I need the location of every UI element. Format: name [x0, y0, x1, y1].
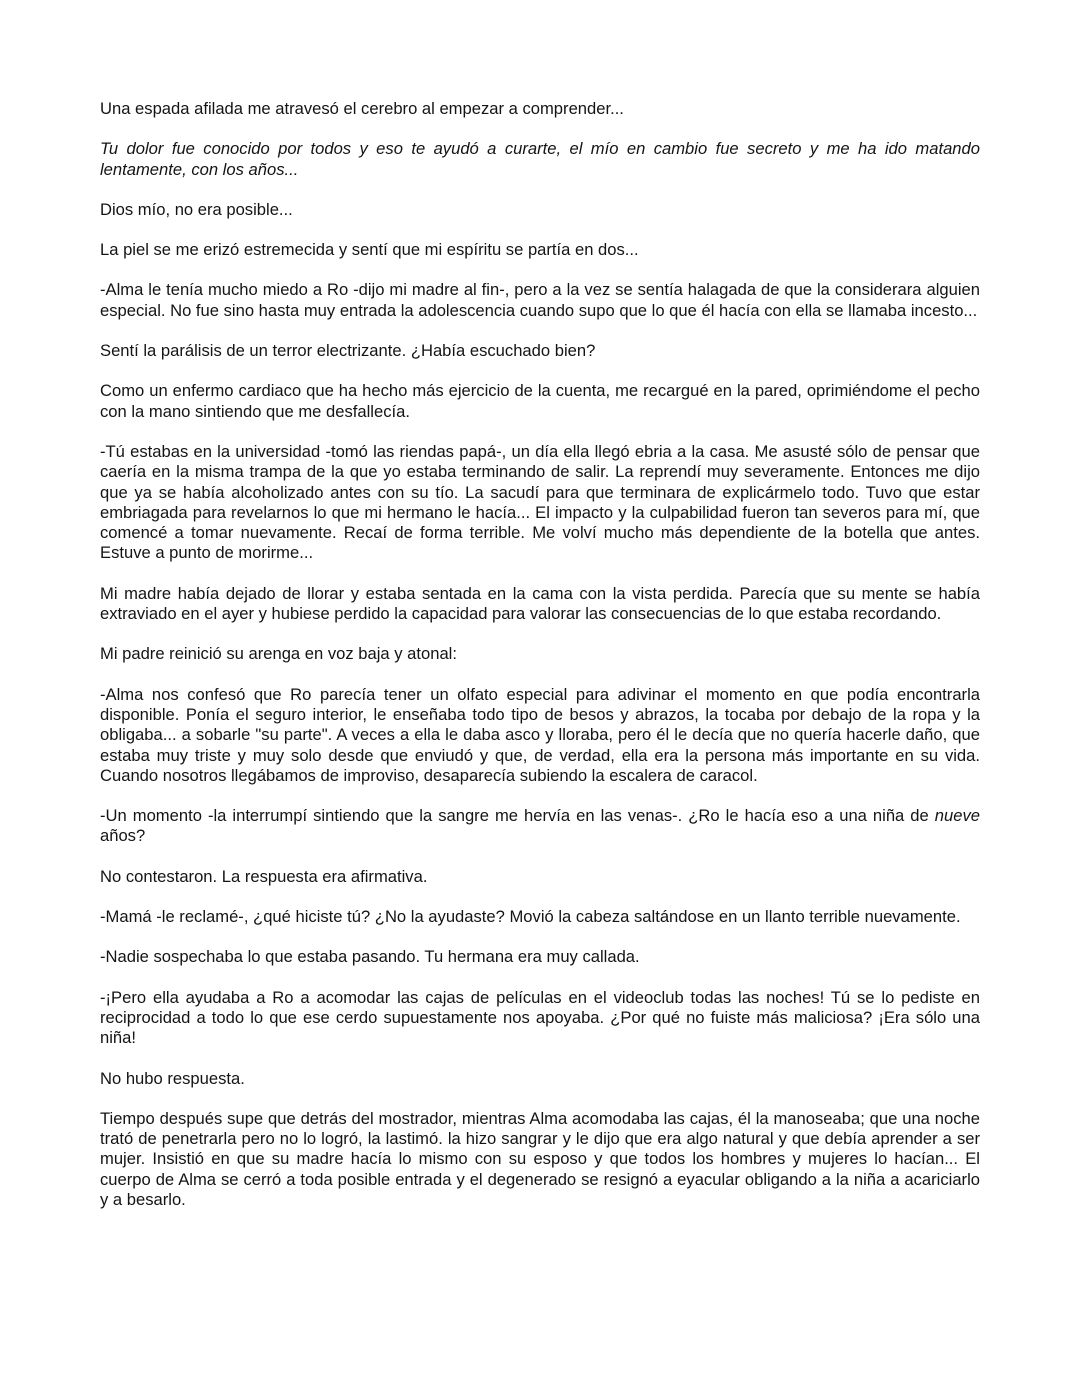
paragraph-17: No hubo respuesta.: [100, 1068, 245, 1088]
paragraph-12-text-before: -Un momento -la interrumpí sintiendo que la sangre me hervía en las venas-. ¿Ro le hacía eso a una niña de: [100, 806, 935, 826]
paragraph-6: Sentí la parálisis de un terror electrizante. ¿Había escuchado bien?: [100, 341, 596, 361]
paragraph-8: -Tú estabas en la universidad -tomó las riendas papá-, un día ella llegó ebria a la casa. Me asusté sólo de pensar que caería en la misma trampa de la que yo estaba terminando de salir. La reprendí muy severamente. Entonces me dijo que ya se había alcoholizado antes con su tío. La sacudí para que terminara de explicármelo todo. Tuvo que estar embriagada para revelarnos lo que mi hermano le hacía... El impacto y la culpabilidad fueron tan severos para mí, que comencé a tomar nuevamente. Recaí de forma terrible. Me volví mucho más dependiente de la botella que antes. Estuve a punto de morirme...: [100, 441, 980, 563]
document-page: [100, 99, 980, 1230]
paragraph-10: Mi padre reinició su arenga en voz baja y atonal:: [100, 644, 457, 664]
paragraph-12-text-after: años?: [100, 826, 146, 846]
paragraph-4: La piel se me erizó estremecida y sentí que mi espíritu se partía en dos...: [100, 240, 639, 260]
paragraph-16: -¡Pero ella ayudaba a Ro a acomodar las cajas de películas en el videoclub todas las noches! Tú se lo pediste en reciprocidad a todo lo que ese cerdo supuestamente nos apoyaba. ¿Por qué no fuiste más maliciosa? ¡Era sólo una niña!: [100, 987, 980, 1048]
paragraph-7: Como un enfermo cardiaco que ha hecho más ejercicio de la cuenta, me recargué en la pared, oprimiéndome el pecho con la mano sintiendo que me desfallecía.: [100, 381, 980, 421]
paragraph-15: -Nadie sospechaba lo que estaba pasando. Tu hermana era muy callada.: [100, 947, 640, 967]
paragraph-9: Mi madre había dejado de llorar y estaba sentada en la cama con la vista perdida. Parecía que su mente se había extraviado en el ayer y hubiese perdido la capacidad para valorar las consecuencias de lo que estaba recordando.: [100, 583, 980, 624]
paragraph-2-italic: Tu dolor fue conocido por todos y eso te ayudó a curarte, el mío en cambio fue secreto y me ha ido matando lentamente, con los años...: [100, 139, 980, 179]
paragraph-12: [100, 806, 980, 847]
paragraph-1: Una espada afilada me atravesó el cerebro al empezar a comprender...: [100, 99, 624, 118]
paragraph-5: -Alma le tenía mucho miedo a Ro -dijo mi madre al fin-, pero a la vez se sentía halagada de que la considerara alguien especial. No fue sino hasta muy entrada la adolescencia cuando supo que lo que él hacía con ella se llamaba incesto...: [100, 280, 980, 320]
paragraph-13: No contestaron. La respuesta era afirmativa.: [100, 866, 428, 886]
paragraph-12-emphasis: nueve: [934, 806, 980, 826]
paragraph-18: Tiempo después supe que detrás del mostrador, mientras Alma acomodaba las cajas, él la manoseaba; que una noche trató de penetrarla pero no lo logró, la lastimó. la hizo sangrar y le dijo que era algo natural y que debía aprender a ser mujer. Insistió en que su madre hacía lo mismo con su esposo y que todos los hombres y mujeres lo hacían... El cuerpo de Alma se cerró a toda posible entrada y el degenerado se resignó a eyacular obligando a la niña a acariciarlo y a besarlo.: [100, 1108, 980, 1209]
paragraph-11: -Alma nos confesó que Ro parecía tener un olfato especial para adivinar el momento en que podía encontrarla disponible. Ponía el seguro interior, le enseñaba todo tipo de besos y abrazos, la tocaba por debajo de la ropa y la obligaba... a sobarle "su parte". A veces a ella le daba asco y lloraba, pero él le decía que no quería hacerle daño, que estaba muy triste y muy solo desde que enviudó y que, de verdad, ella era la persona más importante en su vida. Cuando nosotros llegábamos de improviso, desaparecía subiendo la escalera de caracol.: [100, 684, 980, 785]
paragraph-3: Dios mío, no era posible...: [100, 199, 293, 219]
paragraph-14: -Mamá -le reclamé-, ¿qué hiciste tú? ¿No la ayudaste? Movió la cabeza saltándose en un llanto terrible nuevamente.: [100, 907, 961, 927]
